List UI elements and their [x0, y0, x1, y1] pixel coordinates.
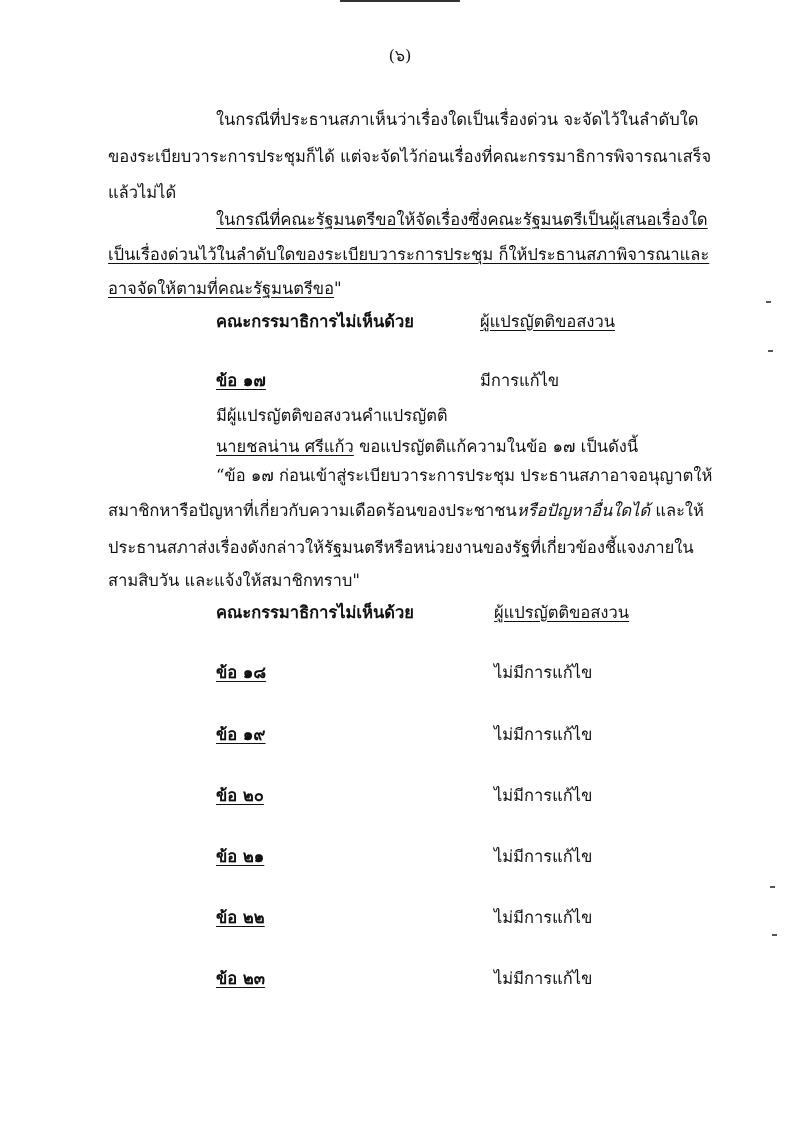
- reserve-label-2: ผู้แปรญัตติขอสงวน: [494, 603, 629, 622]
- reserve-label: ผู้แปรญัตติขอสงวน: [480, 312, 615, 331]
- item-23-status: ไม่มีการแก้ไข: [494, 969, 593, 988]
- quote-line-2-part-b: หรือปัญหาอื่นใดได้: [516, 501, 651, 520]
- scan-mark: [770, 886, 775, 888]
- reserver-name: นายชลน่าน ศรีแก้ว: [216, 437, 354, 456]
- item-17-status: มีการแก้ไข: [480, 371, 560, 390]
- item-22-label: ข้อ ๒๒: [216, 908, 265, 927]
- item-17-line-2: [216, 436, 638, 458]
- quote-line-2: [108, 500, 704, 522]
- item-20-label: ข้อ ๒๐: [216, 786, 264, 805]
- page-number: (๖): [388, 46, 412, 65]
- quote-line-4: สามสิบวัน และแจ้งให้สมาชิกทราบ": [108, 571, 360, 590]
- quote-line-3: ประธานสภาส่งเรื่องดังกล่าวให้รัฐมนตรีหรือหน่วยงานของรัฐที่เกี่ยวข้องชี้แจงภายใน: [108, 538, 694, 557]
- committee-disagree-label-2: คณะกรรมาธิการไม่เห็นด้วย: [216, 603, 414, 622]
- paragraph-2-line-3: [108, 278, 342, 300]
- item-20-status: ไม่มีการแก้ไข: [494, 786, 593, 805]
- paragraph-1-line-2: ของระเบียบวาระการประชุมก็ได้ แต่จะจัดไว้ก่อนเรื่องที่คณะกรรมาธิการพิจารณาเสร็จ: [108, 147, 712, 166]
- item-18-status: ไม่มีการแก้ไข: [494, 663, 593, 682]
- item-18-label: ข้อ ๑๘: [216, 663, 267, 682]
- item-19-status: ไม่มีการแก้ไข: [494, 725, 593, 744]
- item-23-label: ข้อ ๒๓: [216, 969, 266, 988]
- paragraph-2-line-2: เป็นเรื่องด่วนไว้ในลำดับใดของระเบียบวาระการประชุม ก็ให้ประธานสภาพิจารณาและ: [108, 245, 710, 264]
- item-21-status: ไม่มีการแก้ไข: [494, 847, 593, 866]
- committee-disagree-label: คณะกรรมาธิการไม่เห็นด้วย: [216, 312, 414, 331]
- scan-mark: [768, 350, 773, 352]
- item-21-label: ข้อ ๒๑: [216, 847, 265, 866]
- item-19-label: ข้อ ๑๙: [216, 725, 266, 744]
- scan-mark: [772, 934, 777, 936]
- paragraph-2-line-1: ในกรณีที่คณะรัฐมนตรีขอให้จัดเรื่องซึ่งคณะรัฐมนตรีเป็นผู้เสนอเรื่องใด: [216, 210, 708, 229]
- quote-line-2-part-c: และให้: [650, 501, 704, 520]
- paragraph-2-line-3-text: อาจจัดให้ตามที่คณะรัฐมนตรีขอ: [108, 279, 334, 298]
- item-17-label: ข้อ ๑๗: [216, 371, 266, 390]
- top-edge-line: [340, 0, 460, 2]
- item-22-status: ไม่มีการแก้ไข: [494, 908, 593, 927]
- closing-quote: ": [334, 279, 342, 298]
- item-17-line-2-rest: ขอแปรญัตติแก้ความในข้อ ๑๗ เป็นดังนี้: [353, 437, 639, 456]
- quote-line-2-part-a: สมาชิกหารือปัญหาที่เกี่ยวกับความเดือดร้อนของประชาชน: [108, 501, 517, 520]
- paragraph-1-line-3: แล้วไม่ได้: [108, 183, 177, 202]
- paragraph-1-line-1: ในกรณีที่ประธานสภาเห็นว่าเรื่องใดเป็นเรื่องด่วน จะจัดไว้ในลำดับใด: [216, 110, 699, 129]
- scan-mark: [766, 301, 771, 303]
- item-17-line-1: มีผู้แปรญัตติขอสงวนคำแปรญัตติ: [216, 406, 448, 425]
- quote-line-1: “ข้อ ๑๗ ก่อนเข้าสู่ระเบียบวาระการประชุม ประธานสภาอาจอนุญาตให้: [216, 466, 713, 485]
